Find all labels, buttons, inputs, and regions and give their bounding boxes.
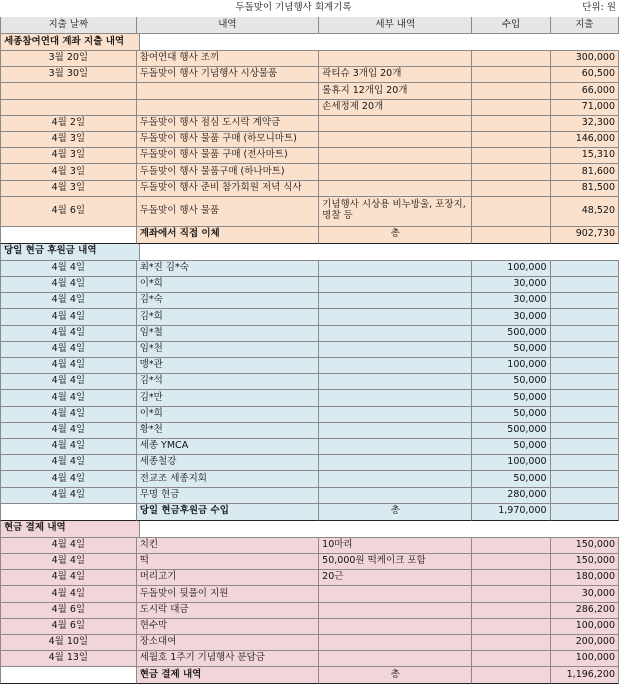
expense-cell[interactable] xyxy=(551,358,619,374)
item-cell[interactable]: 황*천 xyxy=(137,423,319,439)
item-cell[interactable]: 현수막 xyxy=(137,619,319,635)
income-cell[interactable] xyxy=(472,538,550,554)
detail-cell[interactable] xyxy=(319,374,472,390)
date-cell[interactable]: 4월 4일 xyxy=(0,455,137,471)
detail-cell[interactable]: 기념행사 시상용 비누방울, 포장지, 명찰 등 xyxy=(319,197,472,227)
date-cell[interactable]: 4월 4일 xyxy=(0,326,137,342)
item-cell[interactable]: 두돌맞이 행사 준비 참가회원 저녁 식사 xyxy=(137,181,319,197)
table-row xyxy=(0,603,619,619)
table-row xyxy=(0,407,619,423)
table-row xyxy=(0,374,619,390)
table-row xyxy=(0,439,619,455)
table-row xyxy=(0,635,619,651)
item-cell[interactable]: 세종 YMCA xyxy=(137,439,319,455)
total-mid[interactable]: 총 xyxy=(319,667,472,684)
expense-cell[interactable] xyxy=(551,455,619,471)
income-cell[interactable] xyxy=(472,570,550,586)
item-cell[interactable]: 이*희 xyxy=(137,407,319,423)
income-cell[interactable] xyxy=(472,586,550,602)
total-income[interactable]: 1,970,000 xyxy=(472,504,550,521)
date-cell[interactable]: 4월 4일 xyxy=(0,261,137,277)
detail-cell[interactable] xyxy=(319,390,472,406)
table-row xyxy=(0,326,619,342)
item-cell[interactable]: 전교조 세종지회 xyxy=(137,471,319,487)
total-row xyxy=(0,227,619,244)
item-cell[interactable]: 이*희 xyxy=(137,277,319,293)
table-row xyxy=(0,471,619,487)
table-row xyxy=(0,277,619,293)
item-cell[interactable] xyxy=(137,100,319,116)
detail-cell[interactable] xyxy=(319,309,472,325)
date-cell[interactable]: 4월 4일 xyxy=(0,586,137,602)
date-cell[interactable]: 3월 20일 xyxy=(0,51,137,67)
date-cell[interactable]: 4월 4일 xyxy=(0,570,137,586)
table-row xyxy=(0,309,619,325)
detail-cell[interactable] xyxy=(319,455,472,471)
total-income[interactable] xyxy=(472,227,550,244)
table-row xyxy=(0,181,619,197)
detail-cell[interactable] xyxy=(319,116,472,132)
date-cell[interactable]: 4월 10일 xyxy=(0,635,137,651)
item-cell[interactable]: 김*희 xyxy=(137,309,319,325)
date-cell[interactable] xyxy=(0,100,137,116)
income-cell[interactable]: 100,000 xyxy=(472,261,550,277)
date-cell[interactable]: 4월 4일 xyxy=(0,554,137,570)
detail-cell[interactable] xyxy=(319,439,472,455)
income-cell[interactable]: 50,000 xyxy=(472,390,550,406)
item-cell[interactable]: 떡 xyxy=(137,554,319,570)
item-cell[interactable]: 임*철 xyxy=(137,326,319,342)
income-cell[interactable] xyxy=(472,603,550,619)
item-cell[interactable]: 최*진 김*숙 xyxy=(137,261,319,277)
income-cell[interactable] xyxy=(472,148,550,164)
date-cell[interactable] xyxy=(0,83,137,99)
detail-cell[interactable]: 50,000원 떡케이크 포함 xyxy=(319,554,472,570)
date-cell[interactable]: 4월 4일 xyxy=(0,390,137,406)
detail-cell[interactable] xyxy=(319,293,472,309)
section-label: 현금 결제 내역 xyxy=(0,521,140,538)
expense-cell[interactable] xyxy=(551,326,619,342)
expense-cell[interactable]: 81,500 xyxy=(551,181,619,197)
expense-cell[interactable] xyxy=(551,488,619,504)
item-cell[interactable]: 김*만 xyxy=(137,390,319,406)
income-cell[interactable]: 30,000 xyxy=(472,277,550,293)
income-cell[interactable] xyxy=(472,164,550,180)
table-row xyxy=(0,358,619,374)
detail-cell[interactable] xyxy=(319,132,472,148)
table-row xyxy=(0,390,619,406)
expense-cell[interactable] xyxy=(551,277,619,293)
date-cell[interactable]: 4월 4일 xyxy=(0,277,137,293)
expense-cell[interactable]: 71,000 xyxy=(551,100,619,116)
date-cell[interactable]: 4월 6일 xyxy=(0,603,137,619)
income-cell[interactable] xyxy=(472,51,550,67)
title-row xyxy=(0,0,619,17)
detail-cell[interactable]: 10마리 xyxy=(319,538,472,554)
date-cell[interactable]: 4월 4일 xyxy=(0,471,137,487)
income-cell[interactable] xyxy=(472,619,550,635)
date-cell[interactable]: 4월 4일 xyxy=(0,358,137,374)
item-cell[interactable]: 김*숙 xyxy=(137,293,319,309)
total-mid[interactable]: 총 xyxy=(319,504,472,521)
total-blank-cell[interactable] xyxy=(0,227,137,244)
section-header-filler xyxy=(140,244,619,261)
item-cell[interactable]: 두돌맞이 행사 물품 xyxy=(137,197,319,227)
expense-cell[interactable]: 81,600 xyxy=(551,164,619,180)
expense-cell[interactable]: 180,000 xyxy=(551,570,619,586)
unit-label: 단위: 원 xyxy=(520,0,619,17)
table-row xyxy=(0,619,619,635)
date-cell[interactable]: 3월 30일 xyxy=(0,67,137,83)
date-cell[interactable]: 4월 3일 xyxy=(0,132,137,148)
expense-cell[interactable]: 100,000 xyxy=(551,619,619,635)
expense-cell[interactable] xyxy=(551,471,619,487)
expense-cell[interactable]: 200,000 xyxy=(551,635,619,651)
income-cell[interactable]: 500,000 xyxy=(472,326,550,342)
expense-cell[interactable]: 150,000 xyxy=(551,538,619,554)
item-cell[interactable]: 맹*관 xyxy=(137,358,319,374)
header-detail[interactable]: 세부 내역 xyxy=(319,17,472,34)
item-cell[interactable]: 세월호 1주기 기념행사 분담금 xyxy=(137,651,319,667)
table-row xyxy=(0,164,619,180)
table-row xyxy=(0,538,619,554)
item-cell[interactable]: 도시락 대금 xyxy=(137,603,319,619)
income-cell[interactable]: 100,000 xyxy=(472,358,550,374)
income-cell[interactable] xyxy=(472,197,550,227)
sheet-title: 두돌맞이 기념행사 회계기록 xyxy=(0,0,520,17)
expense-cell[interactable] xyxy=(551,261,619,277)
detail-cell[interactable] xyxy=(319,358,472,374)
item-cell[interactable] xyxy=(137,83,319,99)
detail-cell[interactable] xyxy=(319,423,472,439)
date-cell[interactable]: 4월 13일 xyxy=(0,651,137,667)
total-row xyxy=(0,667,619,684)
header-row xyxy=(0,17,619,34)
table-row xyxy=(0,83,619,99)
income-cell[interactable] xyxy=(472,67,550,83)
expense-cell[interactable]: 286,200 xyxy=(551,603,619,619)
total-mid[interactable]: 총 xyxy=(319,227,472,244)
income-cell[interactable] xyxy=(472,83,550,99)
expense-cell[interactable]: 150,000 xyxy=(551,554,619,570)
expense-cell[interactable]: 300,000 xyxy=(551,51,619,67)
section-label: 세종참여연대 계좌 지출 내역 xyxy=(0,34,140,51)
expense-cell[interactable]: 66,000 xyxy=(551,83,619,99)
income-cell[interactable]: 100,000 xyxy=(472,455,550,471)
item-cell[interactable]: 장소대여 xyxy=(137,635,319,651)
table-row xyxy=(0,570,619,586)
expense-cell[interactable]: 146,000 xyxy=(551,132,619,148)
section-header-2 xyxy=(0,244,619,261)
expense-cell[interactable]: 15,310 xyxy=(551,148,619,164)
date-cell[interactable]: 4월 4일 xyxy=(0,538,137,554)
total-blank-cell[interactable] xyxy=(0,504,137,521)
expense-cell[interactable]: 30,000 xyxy=(551,586,619,602)
table-row xyxy=(0,651,619,667)
item-cell[interactable]: 두돌맞이 행사 기념행사 시상물품 xyxy=(137,67,319,83)
total-blank-cell[interactable] xyxy=(0,667,137,684)
detail-cell[interactable] xyxy=(319,181,472,197)
total-label[interactable]: 현금 결제 내역 xyxy=(137,667,319,684)
item-cell[interactable]: 두돌맞이 행사 점심 도시락 계약금 xyxy=(137,116,319,132)
item-cell[interactable]: 두돌맞이 뒷풀이 지원 xyxy=(137,586,319,602)
date-cell[interactable]: 4월 4일 xyxy=(0,374,137,390)
table-row xyxy=(0,51,619,67)
section-header-3 xyxy=(0,521,619,538)
item-cell[interactable]: 두돌맞이 행사 물품구매 (하나마트) xyxy=(137,164,319,180)
income-cell[interactable] xyxy=(472,651,550,667)
table-row xyxy=(0,197,619,227)
expense-cell[interactable] xyxy=(551,390,619,406)
table-row xyxy=(0,488,619,504)
section-label: 당일 현금 후원금 내역 xyxy=(0,244,140,261)
detail-cell[interactable]: 롤휴지 12개입 20개 xyxy=(319,83,472,99)
detail-cell[interactable] xyxy=(319,619,472,635)
income-cell[interactable]: 50,000 xyxy=(472,471,550,487)
detail-cell[interactable] xyxy=(319,471,472,487)
item-cell[interactable]: 참여연대 행사 조끼 xyxy=(137,51,319,67)
income-cell[interactable] xyxy=(472,116,550,132)
table-row xyxy=(0,554,619,570)
detail-cell[interactable] xyxy=(319,261,472,277)
total-expense[interactable]: 902,730 xyxy=(551,227,619,244)
item-cell[interactable]: 무명 현금 xyxy=(137,488,319,504)
table-row xyxy=(0,67,619,83)
expense-cell[interactable] xyxy=(551,439,619,455)
date-cell[interactable]: 4월 6일 xyxy=(0,619,137,635)
expense-cell[interactable] xyxy=(551,423,619,439)
table-row xyxy=(0,423,619,439)
expense-cell[interactable] xyxy=(551,309,619,325)
detail-cell[interactable] xyxy=(319,326,472,342)
income-cell[interactable] xyxy=(472,181,550,197)
expense-cell[interactable]: 32,300 xyxy=(551,116,619,132)
total-row xyxy=(0,504,619,521)
total-label[interactable]: 계좌에서 직접 이체 xyxy=(137,227,319,244)
total-expense[interactable]: 1,196,200 xyxy=(551,667,619,684)
item-cell[interactable]: 세종철강 xyxy=(137,455,319,471)
table-row xyxy=(0,455,619,471)
table-row xyxy=(0,342,619,358)
income-cell[interactable] xyxy=(472,132,550,148)
date-cell[interactable]: 4월 6일 xyxy=(0,197,137,227)
expense-cell[interactable] xyxy=(551,342,619,358)
total-label[interactable]: 당일 현금후원금 수입 xyxy=(137,504,319,521)
table-row xyxy=(0,293,619,309)
item-cell[interactable]: 두돌맞이 행사 물품 구매 (하모니마트) xyxy=(137,132,319,148)
detail-cell[interactable] xyxy=(319,164,472,180)
detail-cell[interactable]: 곽티슈 3개입 20개 xyxy=(319,67,472,83)
table-row xyxy=(0,132,619,148)
table-row xyxy=(0,100,619,116)
header-income[interactable]: 수입 xyxy=(472,17,550,34)
item-cell[interactable]: 두돌맞이 행사 물품 구매 (전사마트) xyxy=(137,148,319,164)
date-cell[interactable]: 4월 2일 xyxy=(0,116,137,132)
income-cell[interactable]: 50,000 xyxy=(472,439,550,455)
detail-cell[interactable]: 20근 xyxy=(319,570,472,586)
section-header-filler xyxy=(140,521,619,538)
income-cell[interactable]: 30,000 xyxy=(472,309,550,325)
expense-cell[interactable]: 100,000 xyxy=(551,651,619,667)
date-cell[interactable]: 4월 4일 xyxy=(0,439,137,455)
date-cell[interactable]: 4월 3일 xyxy=(0,181,137,197)
detail-cell[interactable] xyxy=(319,488,472,504)
income-cell[interactable]: 50,000 xyxy=(472,342,550,358)
detail-cell[interactable] xyxy=(319,635,472,651)
detail-cell[interactable] xyxy=(319,342,472,358)
date-cell[interactable]: 4월 4일 xyxy=(0,293,137,309)
expense-cell[interactable] xyxy=(551,374,619,390)
table-row xyxy=(0,586,619,602)
item-cell[interactable]: 치킨 xyxy=(137,538,319,554)
table-row xyxy=(0,116,619,132)
item-cell[interactable]: 머리고기 xyxy=(137,570,319,586)
income-cell[interactable] xyxy=(472,554,550,570)
table-row xyxy=(0,148,619,164)
date-cell[interactable]: 4월 3일 xyxy=(0,148,137,164)
date-cell[interactable]: 4월 4일 xyxy=(0,488,137,504)
income-cell[interactable]: 50,000 xyxy=(472,374,550,390)
income-cell[interactable] xyxy=(472,100,550,116)
table-row xyxy=(0,261,619,277)
date-cell[interactable]: 4월 4일 xyxy=(0,407,137,423)
item-cell[interactable]: 김*석 xyxy=(137,374,319,390)
expense-cell[interactable]: 60,500 xyxy=(551,67,619,83)
detail-cell[interactable]: 손세정제 20개 xyxy=(319,100,472,116)
income-cell[interactable] xyxy=(472,635,550,651)
detail-cell[interactable] xyxy=(319,586,472,602)
detail-cell[interactable] xyxy=(319,603,472,619)
date-cell[interactable]: 4월 3일 xyxy=(0,164,137,180)
date-cell[interactable]: 4월 4일 xyxy=(0,423,137,439)
expense-cell[interactable] xyxy=(551,407,619,423)
total-income[interactable] xyxy=(472,667,550,684)
income-cell[interactable]: 280,000 xyxy=(472,488,550,504)
item-cell[interactable]: 임*천 xyxy=(137,342,319,358)
date-cell[interactable]: 4월 4일 xyxy=(0,342,137,358)
income-cell[interactable]: 50,000 xyxy=(472,407,550,423)
header-expense[interactable]: 지출 xyxy=(551,17,619,34)
detail-cell[interactable] xyxy=(319,277,472,293)
total-expense[interactable] xyxy=(551,504,619,521)
detail-cell[interactable] xyxy=(319,148,472,164)
income-cell[interactable]: 500,000 xyxy=(472,423,550,439)
header-date[interactable]: 지출 날짜 xyxy=(0,17,137,34)
detail-cell[interactable] xyxy=(319,51,472,67)
expense-cell[interactable]: 48,520 xyxy=(551,197,619,227)
expense-cell[interactable] xyxy=(551,293,619,309)
income-cell[interactable]: 30,000 xyxy=(472,293,550,309)
date-cell[interactable]: 4월 4일 xyxy=(0,309,137,325)
detail-cell[interactable] xyxy=(319,651,472,667)
header-item[interactable]: 내역 xyxy=(137,17,319,34)
section-header-filler xyxy=(140,34,619,51)
detail-cell[interactable] xyxy=(319,407,472,423)
section-header-1 xyxy=(0,34,619,51)
